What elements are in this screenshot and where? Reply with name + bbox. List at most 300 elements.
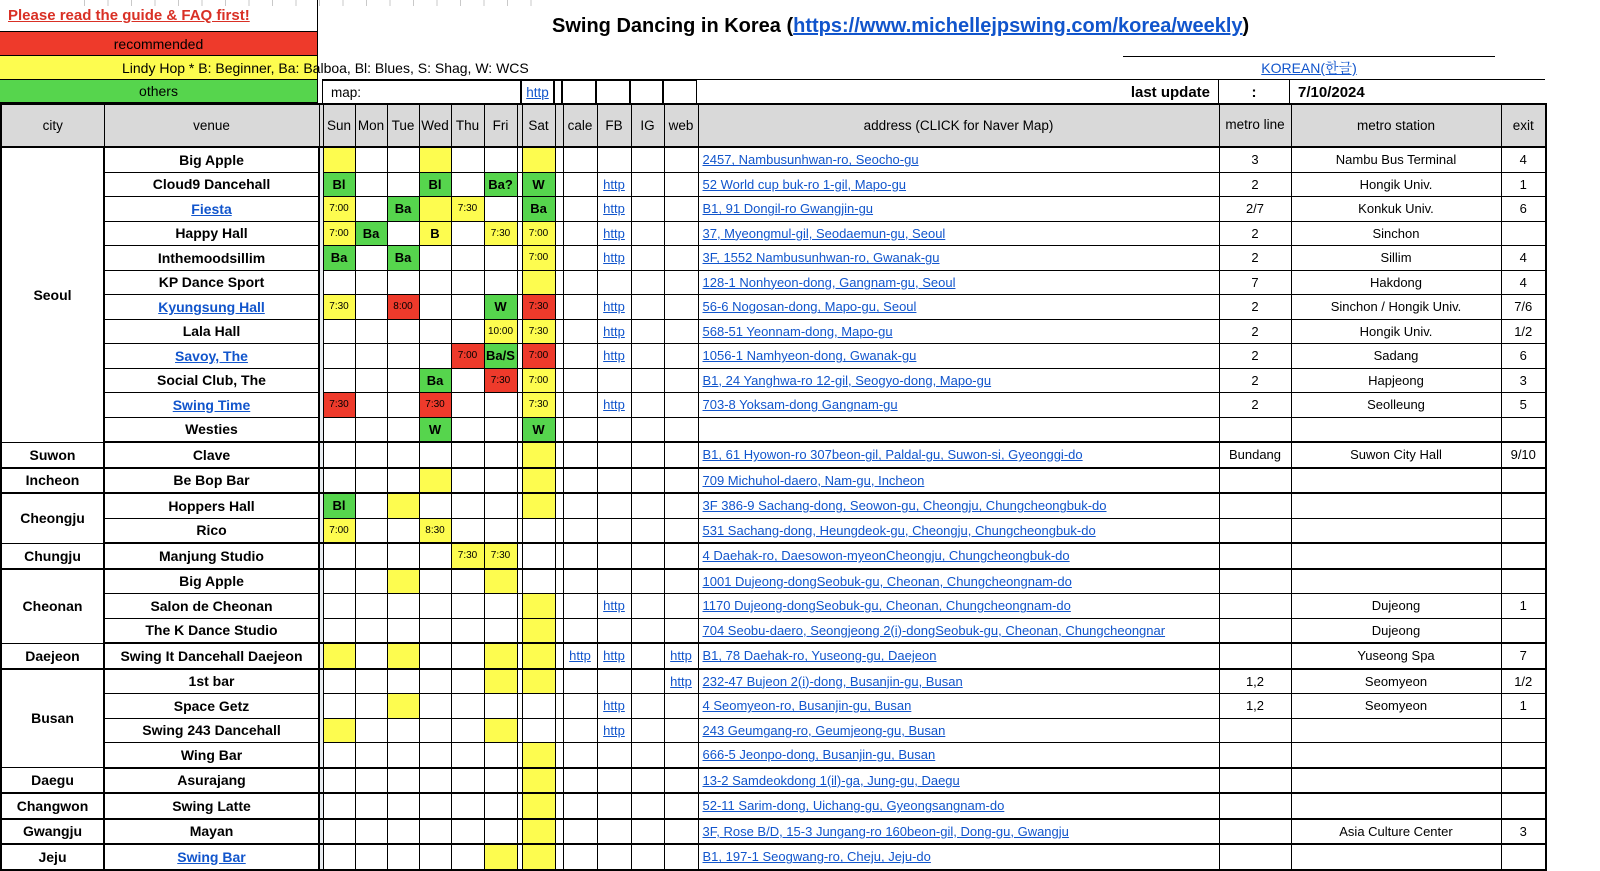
cale-link-cell	[563, 743, 597, 768]
fb-link[interactable]: http	[603, 598, 625, 614]
exit-cell: 5	[1501, 393, 1546, 418]
address-link[interactable]: 4 Daehak-ro, Daesowon-myeonCheongju, Chungcheongbuk-do	[702, 548, 1070, 564]
fb-link[interactable]: http	[603, 323, 625, 339]
address-cell[interactable]	[698, 295, 1219, 320]
ig-link-cell	[631, 819, 664, 845]
ig-link-cell	[631, 493, 664, 518]
day-cell-sat	[522, 442, 555, 468]
web-link-cell	[664, 768, 698, 794]
fb-link[interactable]: http	[603, 176, 625, 192]
metro-line-cell	[1219, 643, 1291, 669]
day-cell-mon	[355, 618, 387, 643]
day-cell-mon	[355, 295, 387, 320]
spacer-cell	[555, 147, 563, 172]
address-cell[interactable]	[698, 493, 1219, 518]
day-cell-thu	[451, 417, 484, 442]
address-cell[interactable]	[698, 197, 1219, 222]
column-header-cale: cale	[563, 104, 597, 147]
web-link[interactable]: http	[670, 648, 692, 664]
day-cell-thu	[451, 518, 484, 543]
venue-cell: Rico	[104, 518, 319, 543]
day-cell-sun	[323, 819, 355, 845]
day-cell-sun	[323, 643, 355, 669]
day-cell-mon	[355, 197, 387, 222]
venue-cell: Lala Hall	[104, 319, 319, 344]
city-cell: Daejeon	[1, 643, 104, 669]
legend-others: others	[0, 80, 318, 103]
empty-cell	[562, 80, 596, 104]
address-cell[interactable]	[698, 844, 1219, 870]
metro-line-cell	[1219, 793, 1291, 819]
metro-line-cell: 2	[1219, 221, 1291, 246]
address-cell[interactable]	[698, 518, 1219, 543]
venue-cell[interactable]	[104, 295, 319, 320]
city-cell: Daegu	[1, 768, 104, 794]
fb-link-cell	[597, 493, 631, 518]
cale-link-cell[interactable]	[563, 643, 597, 669]
address-cell[interactable]	[698, 172, 1219, 197]
exit-cell: 3	[1501, 368, 1546, 393]
cale-link-cell	[563, 368, 597, 393]
address-cell[interactable]	[698, 368, 1219, 393]
venue-cell[interactable]	[104, 393, 319, 418]
table-row	[1, 393, 1546, 418]
map-link-cell	[521, 80, 554, 104]
day-cell-thu	[451, 493, 484, 518]
venue-cell: The K Dance Studio	[104, 618, 319, 643]
ig-link-cell	[631, 344, 664, 369]
day-cell-sat	[522, 694, 555, 719]
day-cell-tue	[387, 743, 419, 768]
fb-link-cell[interactable]	[597, 594, 631, 619]
day-cell-thu	[451, 295, 484, 320]
address-link[interactable]: B1, 61 Hyowon-ro 307beon-gil, Paldal-gu, Suwon-si, Gyeonggi-do	[702, 447, 1083, 463]
day-cell-mon	[355, 594, 387, 619]
address-link[interactable]: 37, Myeongmul-gil, Seodaemun-gu, Seoul	[702, 225, 946, 241]
metro-station-cell	[1291, 493, 1501, 518]
address-link[interactable]: 52 World cup buk-ro 1-gil, Mapo-gu	[702, 176, 907, 192]
address-link[interactable]: 709 Michuhol-daero, Nam-gu, Incheon	[702, 472, 925, 488]
day-cell-wed	[419, 344, 451, 369]
fb-link[interactable]: http	[603, 397, 625, 413]
day-cell-sun	[323, 768, 355, 794]
address-link[interactable]: 52-11 Sarim-dong, Uichang-gu, Gyeongsangnam-do	[702, 798, 1005, 814]
table-row	[1, 368, 1546, 393]
cale-link-cell	[563, 543, 597, 569]
day-cell-fri	[484, 768, 517, 794]
address-cell[interactable]	[698, 718, 1219, 743]
address-link[interactable]: 3F 386-9 Sachang-dong, Seowon-gu, Cheongju, Chungcheongbuk-do	[702, 498, 1107, 514]
day-cell-mon	[355, 543, 387, 569]
table-row	[1, 417, 1546, 442]
day-cell-fri	[484, 493, 517, 518]
address-cell[interactable]	[698, 594, 1219, 619]
day-cell-thu	[451, 819, 484, 845]
day-cell-fri: 7:30	[484, 543, 517, 569]
day-cell-thu	[451, 172, 484, 197]
day-cell-tue	[387, 819, 419, 845]
spacer-cell	[555, 319, 563, 344]
cale-link-cell	[563, 442, 597, 468]
metro-line-cell	[1219, 468, 1291, 494]
web-link-cell	[664, 393, 698, 418]
venue-cell: Hoppers Hall	[104, 493, 319, 518]
cale-link-cell	[563, 344, 597, 369]
day-cell-mon	[355, 844, 387, 870]
address-link[interactable]: 3F, Rose B/D, 15-3 Jungang-ro 160beon-gil, Dong-gu, Gwangju	[702, 823, 1069, 839]
city-cell: Cheongju	[1, 493, 104, 543]
day-cell-mon	[355, 669, 387, 694]
metro-line-cell: 2	[1219, 319, 1291, 344]
address-cell[interactable]	[698, 468, 1219, 494]
metro-line-cell: Bundang	[1219, 442, 1291, 468]
column-header-line: metro line	[1219, 104, 1291, 147]
address-link[interactable]: B1, 78 Daehak-ro, Yuseong-gu, Daejeon	[702, 648, 937, 664]
day-cell-fri: 7:30	[484, 221, 517, 246]
exit-cell: 4	[1501, 270, 1546, 295]
address-link[interactable]: 13-2 Samdeokdong 1(il)-ga, Jung-gu, Daegu	[702, 772, 960, 788]
metro-station-cell: Dujeong	[1291, 594, 1501, 619]
venue-link[interactable]: Swing Time	[172, 396, 251, 413]
address-cell	[698, 417, 1219, 442]
day-cell-tue	[387, 393, 419, 418]
table-row	[1, 793, 1546, 819]
metro-line-cell	[1219, 518, 1291, 543]
day-cell-fri	[484, 793, 517, 819]
day-cell-thu	[451, 246, 484, 271]
address-cell[interactable]	[698, 246, 1219, 271]
web-link-cell	[664, 493, 698, 518]
fb-link[interactable]: http	[603, 648, 625, 664]
fb-link-cell	[597, 468, 631, 494]
address-cell[interactable]	[698, 393, 1219, 418]
day-cell-wed	[419, 468, 451, 494]
last-update-label: last update	[1030, 80, 1218, 104]
venue-cell[interactable]	[104, 197, 319, 222]
fb-link-cell[interactable]	[597, 197, 631, 222]
table-row	[1, 493, 1546, 518]
map-link[interactable]: http	[526, 84, 549, 100]
fb-link-cell[interactable]	[597, 295, 631, 320]
day-cell-sat: W	[522, 417, 555, 442]
address-link[interactable]: 56-6 Nogosan-dong, Mapo-gu, Seoul	[702, 299, 917, 315]
venue-cell[interactable]	[104, 344, 319, 369]
day-cell-sun	[323, 368, 355, 393]
column-header-tue: Tue	[387, 104, 419, 147]
address-cell[interactable]	[698, 442, 1219, 468]
metro-station-cell: Sinchon	[1291, 221, 1501, 246]
city-cell: Gwangju	[1, 819, 104, 845]
address-link[interactable]: 531 Sachang-dong, Heungdeok-gu, Cheongju, Chungcheongbuk-do	[702, 522, 1096, 538]
address-cell[interactable]	[698, 569, 1219, 594]
address-link[interactable]: 128-1 Nonhyeon-dong, Gangnam-gu, Seoul	[702, 274, 956, 290]
metro-line-cell	[1219, 417, 1291, 442]
spacer-cell	[555, 197, 563, 222]
fb-link[interactable]: http	[603, 698, 625, 714]
metro-line-cell: 2	[1219, 246, 1291, 271]
address-cell[interactable]	[698, 270, 1219, 295]
address-link[interactable]: 1170 Dujeong-dongSeobuk-gu, Cheonan, Chungcheongnam-do	[702, 598, 1071, 614]
table-row	[1, 643, 1546, 669]
day-cell-sat	[522, 594, 555, 619]
cale-link-cell	[563, 569, 597, 594]
spacer-cell	[555, 844, 563, 870]
day-cell-sat: 7:30	[522, 393, 555, 418]
address-cell[interactable]	[698, 694, 1219, 719]
web-link-cell	[664, 417, 698, 442]
day-cell-sat	[522, 768, 555, 794]
guide-banner[interactable]: Please read the guide & FAQ first!	[0, 0, 318, 32]
cale-link-cell	[563, 819, 597, 845]
exit-cell	[1501, 493, 1546, 518]
day-cell-wed	[419, 197, 451, 222]
column-header-sun: Sun	[323, 104, 355, 147]
day-cell-fri	[484, 147, 517, 172]
venue-cell: Swing Latte	[104, 793, 319, 819]
day-cell-thu	[451, 319, 484, 344]
ig-link-cell	[631, 368, 664, 393]
map-label: map:	[322, 80, 521, 104]
metro-line-cell: 7	[1219, 270, 1291, 295]
cale-link-cell	[563, 618, 597, 643]
web-link-cell[interactable]	[664, 669, 698, 694]
day-cell-mon	[355, 569, 387, 594]
address-link[interactable]: 703-8 Yoksam-dong Gangnam-gu	[702, 397, 898, 413]
day-cell-tue: 8:00	[387, 295, 419, 320]
metro-station-cell: Hapjeong	[1291, 368, 1501, 393]
day-cell-tue	[387, 417, 419, 442]
day-cell-thu: 7:30	[451, 543, 484, 569]
metro-line-cell: 2	[1219, 344, 1291, 369]
fb-link-cell[interactable]	[597, 246, 631, 271]
web-link-cell	[664, 270, 698, 295]
fb-link-cell[interactable]	[597, 221, 631, 246]
column-header-city: city	[1, 104, 104, 147]
venue-cell: Space Getz	[104, 694, 319, 719]
day-cell-mon	[355, 393, 387, 418]
day-cell-sun	[323, 618, 355, 643]
day-cell-sun	[323, 543, 355, 569]
fb-link-cell	[597, 417, 631, 442]
ig-link-cell	[631, 594, 664, 619]
address-cell[interactable]	[698, 819, 1219, 845]
fb-link-cell[interactable]	[597, 319, 631, 344]
address-cell[interactable]	[698, 768, 1219, 794]
venue-cell[interactable]	[104, 844, 319, 870]
day-cell-tue	[387, 368, 419, 393]
address-cell[interactable]	[698, 793, 1219, 819]
day-cell-wed	[419, 819, 451, 845]
table-row	[1, 618, 1546, 643]
table-row	[1, 543, 1546, 569]
address-link[interactable]: B1, 24 Yanghwa-ro 12-gil, Seogyo-dong, Mapo-gu	[702, 372, 992, 388]
day-cell-wed	[419, 743, 451, 768]
day-cell-sat	[522, 270, 555, 295]
address-link[interactable]: 2457, Nambusunhwan-ro, Seocho-gu	[702, 152, 919, 168]
fb-link-cell	[597, 569, 631, 594]
address-link[interactable]: 4 Seomyeon-ro, Busanjin-gu, Busan	[702, 698, 912, 714]
exit-cell	[1501, 518, 1546, 543]
address-cell[interactable]	[698, 147, 1219, 172]
empty-cell	[663, 80, 697, 104]
venue-cell: Asurajang	[104, 768, 319, 794]
day-cell-fri: Ba?	[484, 172, 517, 197]
fb-link-cell[interactable]	[597, 694, 631, 719]
schedule-table	[0, 103, 1547, 871]
fb-link[interactable]: http	[603, 225, 625, 241]
day-cell-thu	[451, 669, 484, 694]
metro-line-cell: 2	[1219, 368, 1291, 393]
spacer-cell	[555, 368, 563, 393]
table-row	[1, 669, 1546, 694]
column-header-fb: FB	[597, 104, 631, 147]
venue-link[interactable]: Kyungsung Hall	[158, 298, 265, 315]
address-cell[interactable]	[698, 221, 1219, 246]
fb-link-cell[interactable]	[597, 393, 631, 418]
day-cell-mon	[355, 344, 387, 369]
fb-link[interactable]: http	[603, 250, 625, 266]
table-row	[1, 468, 1546, 494]
address-link[interactable]: 232-47 Bujeon 2(i)-dong, Busanjin-gu, Busan	[702, 673, 963, 689]
table-row	[1, 246, 1546, 271]
web-link[interactable]: http	[670, 673, 692, 689]
metro-station-cell: Suwon City Hall	[1291, 442, 1501, 468]
fb-link[interactable]: http	[603, 348, 625, 364]
day-cell-sun	[323, 844, 355, 870]
fb-link-cell[interactable]	[597, 344, 631, 369]
fb-link[interactable]: http	[603, 722, 625, 738]
day-cell-tue	[387, 319, 419, 344]
address-cell[interactable]	[698, 344, 1219, 369]
ig-link-cell	[631, 468, 664, 494]
address-cell[interactable]	[698, 543, 1219, 569]
cale-link-cell	[563, 768, 597, 794]
address-link[interactable]: 3F, 1552 Nambusunhwan-ro, Gwanak-gu	[702, 250, 940, 266]
metro-line-cell	[1219, 819, 1291, 845]
web-link-cell[interactable]	[664, 643, 698, 669]
spacer-cell	[555, 393, 563, 418]
fb-link-cell[interactable]	[597, 718, 631, 743]
address-cell[interactable]	[698, 743, 1219, 768]
title-link[interactable]: https://www.michellejpswing.com/korea/weekly	[793, 15, 1243, 37]
empty-cell	[596, 80, 630, 104]
table-row	[1, 594, 1546, 619]
cale-link-cell	[563, 197, 597, 222]
address-cell[interactable]	[698, 669, 1219, 694]
day-cell-mon	[355, 743, 387, 768]
day-cell-fri	[484, 844, 517, 870]
table-head	[1, 104, 1546, 147]
day-cell-sat: 7:00	[522, 368, 555, 393]
address-link[interactable]: 568-51 Yeonnam-dong, Mapo-gu	[702, 323, 893, 339]
venue-cell: Social Club, The	[104, 368, 319, 393]
address-link[interactable]: 704 Seobu-daero, Seongjeong 2(i)-dongSeobuk-gu, Cheonan, Chungcheongnar	[702, 622, 1166, 638]
fb-link[interactable]: http	[603, 201, 625, 217]
web-link-cell	[664, 468, 698, 494]
korean-link[interactable]: KOREAN(한글)	[1261, 60, 1357, 76]
metro-station-cell: Sinchon / Hongik Univ.	[1291, 295, 1501, 320]
venue-link[interactable]: Savoy, The	[175, 347, 248, 364]
exit-cell	[1501, 793, 1546, 819]
day-cell-mon	[355, 468, 387, 494]
city-cell: Incheon	[1, 468, 104, 494]
fb-link-cell[interactable]	[597, 643, 631, 669]
exit-cell: 7	[1501, 643, 1546, 669]
spacer-cell	[555, 493, 563, 518]
address-cell[interactable]	[698, 319, 1219, 344]
day-cell-sun: 7:00	[323, 518, 355, 543]
day-cell-sat: 7:00	[522, 344, 555, 369]
exit-cell	[1501, 221, 1546, 246]
exit-cell: 7/6	[1501, 295, 1546, 320]
venue-cell: Mayan	[104, 819, 319, 845]
day-cell-tue	[387, 468, 419, 494]
table-row	[1, 844, 1546, 870]
page-title	[552, 15, 1249, 38]
address-link[interactable]: B1, 91 Dongil-ro Gwangjin-gu	[702, 201, 874, 217]
venue-cell: Be Bop Bar	[104, 468, 319, 494]
day-cell-wed	[419, 694, 451, 719]
table-row	[1, 295, 1546, 320]
fb-link[interactable]: http	[603, 299, 625, 315]
venue-link[interactable]: Fiesta	[191, 200, 232, 217]
address-cell[interactable]	[698, 618, 1219, 643]
cale-link-cell	[563, 295, 597, 320]
ig-link-cell	[631, 246, 664, 271]
metro-line-cell	[1219, 618, 1291, 643]
ig-link-cell	[631, 518, 664, 543]
metro-station-cell	[1291, 543, 1501, 569]
address-link[interactable]: 243 Geumgang-ro, Geumjeong-gu, Busan	[702, 722, 946, 738]
address-link[interactable]: 1001 Dujeong-dongSeobuk-gu, Cheonan, Chungcheongnam-do	[702, 573, 1072, 589]
fb-link-cell	[597, 518, 631, 543]
column-header-sat: Sat	[522, 104, 555, 147]
day-cell-tue	[387, 669, 419, 694]
table-row	[1, 319, 1546, 344]
address-link[interactable]: 666-5 Jeonpo-dong, Busanjin-gu, Busan	[702, 747, 936, 763]
spacer-cell	[555, 221, 563, 246]
cale-link[interactable]: http	[569, 648, 591, 664]
metro-station-cell	[1291, 569, 1501, 594]
exit-cell	[1501, 569, 1546, 594]
table-row	[1, 172, 1546, 197]
day-cell-fri	[484, 197, 517, 222]
fb-link-cell[interactable]	[597, 172, 631, 197]
metro-line-cell: 3	[1219, 147, 1291, 172]
column-header-venue: venue	[104, 104, 319, 147]
venue-link[interactable]: Swing Bar	[177, 848, 246, 865]
title-text: Swing Dancing in Korea (	[552, 15, 794, 37]
day-cell-fri	[484, 819, 517, 845]
spacer-cell	[555, 643, 563, 669]
metro-line-cell	[1219, 768, 1291, 794]
day-cell-fri	[484, 442, 517, 468]
day-cell-tue	[387, 442, 419, 468]
address-link[interactable]: B1, 197-1 Seogwang-ro, Cheju, Jeju-do	[702, 849, 931, 865]
address-link[interactable]: 1056-1 Namhyeon-dong, Gwanak-gu	[702, 348, 917, 364]
web-link-cell	[664, 718, 698, 743]
day-cell-mon	[355, 518, 387, 543]
title-close-paren: )	[1242, 15, 1250, 37]
empty-cell	[630, 80, 663, 104]
day-cell-tue	[387, 694, 419, 719]
day-cell-thu	[451, 147, 484, 172]
day-cell-sat: Ba	[522, 197, 555, 222]
ig-link-cell	[631, 197, 664, 222]
address-cell[interactable]	[698, 643, 1219, 669]
ig-link-cell	[631, 221, 664, 246]
venue-cell: KP Dance Sport	[104, 270, 319, 295]
